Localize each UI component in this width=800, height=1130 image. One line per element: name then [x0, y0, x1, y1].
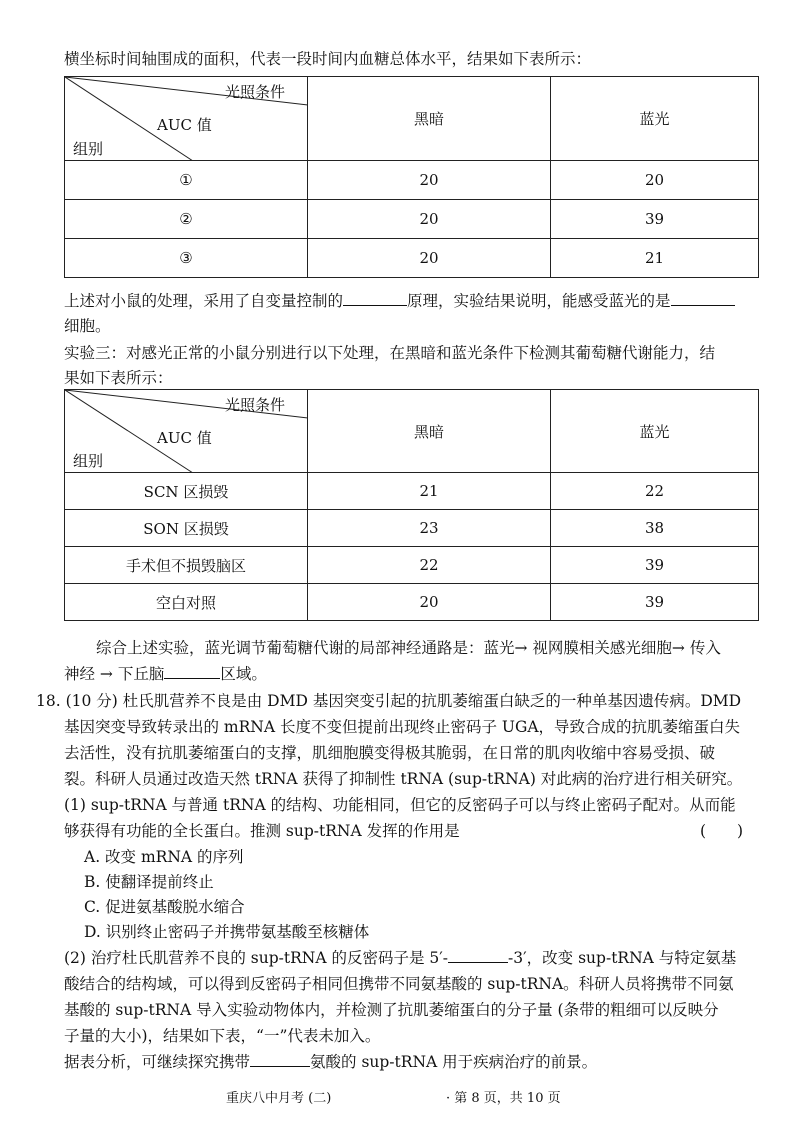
- intro-line: 横坐标时间轴围成的面积，代表一段时间内血糖总体水平，结果如下表所示：: [64, 50, 592, 68]
- option-d[interactable]: D. 识别终止密码子并携带氨基酸至核糖体: [84, 923, 370, 941]
- para-1-end: 细胞。: [64, 317, 111, 335]
- table-row: [65, 547, 759, 584]
- row-dark: 20: [308, 239, 551, 278]
- header-group: 组别: [73, 140, 104, 158]
- q18-line-5: (1) sup-tRNA 与普通 tRNA 的结构、功能相同，但它的反密码子可以与终止密码子配对。从而能: [64, 796, 736, 814]
- table-row: [65, 239, 759, 278]
- row-dark: 23: [308, 510, 551, 547]
- row-dark: 20: [308, 200, 551, 239]
- answer-blank[interactable]: [448, 948, 508, 963]
- q2-line-1: [64, 946, 736, 968]
- para-1: [64, 289, 735, 311]
- table-2-diagonal-header: [65, 390, 308, 473]
- q18-line-1: 18. (10 分) 杜氏肌营养不良是由 DMD 基因突变引起的抗肌萎缩蛋白缺乏的一种单基因遗传病。DMD: [36, 692, 742, 710]
- q2-text-a: (2) 治疗杜氏肌营养不良的 sup-tRNA 的反密码子是 5′-: [64, 949, 449, 967]
- q2-line-3: 基酸的 sup-tRNA 导入实验动物体内，并检测了抗肌萎缩蛋白的分子量 (条带的粗细可以反映分: [64, 1001, 719, 1019]
- col-dark: 黑暗: [308, 390, 551, 473]
- para-1-text-b: 原理，实验结果说明，能感受蓝光的是: [407, 292, 671, 310]
- footer-exam-name: 重庆八中月考 (二): [226, 1091, 332, 1106]
- q18-line-2: 基因突变导致转录出的 mRNA 长度不变但提前出现终止密码子 UGA，导致合成的抗肌萎缩蛋白失: [64, 718, 741, 736]
- last-text-b: 氨酸的 sup-tRNA 用于疾病治疗的前景。: [310, 1053, 598, 1071]
- col-blue: 蓝光: [551, 77, 759, 161]
- row-blue: 39: [551, 547, 759, 584]
- exp3-line-2: 果如下表所示：: [64, 369, 173, 387]
- row-label: 手术但不损毁脑区: [65, 547, 308, 584]
- answer-blank[interactable]: [164, 664, 220, 679]
- row-blue: 21: [551, 239, 759, 278]
- row-blue: 20: [551, 161, 759, 200]
- last-text-a: 据表分析，可继续探究携带: [64, 1053, 251, 1071]
- last-line: [64, 1050, 597, 1072]
- q2-text-b: -3′，改变 sup-tRNA 与特定氨基: [508, 949, 737, 967]
- table-row: [65, 510, 759, 547]
- para-1-text-a: 上述对小鼠的处理，采用了自变量控制的: [64, 292, 344, 310]
- q18-line-3: 去活性，没有抗肌萎缩蛋白的支撑，肌细胞膜变得极其脆弱，在日常的肌肉收缩中容易受损、破: [64, 744, 716, 762]
- answer-paren[interactable]: ( ): [700, 822, 744, 840]
- table-1-diagonal-header: [65, 77, 308, 161]
- q18-line-4: 裂。科研人员通过改造天然 tRNA 获得了抑制性 tRNA (sup-tRNA) 对此病的治疗进行相关研究。: [64, 770, 743, 788]
- table-row: [65, 473, 759, 510]
- answer-blank[interactable]: [671, 291, 735, 306]
- col-dark: 黑暗: [308, 77, 551, 161]
- header-auc: AUC 值: [157, 429, 212, 447]
- answer-blank[interactable]: [250, 1052, 310, 1067]
- header-light-condition: 光照条件: [225, 396, 286, 414]
- summary-line-2: [64, 662, 267, 684]
- row-label: ②: [65, 200, 308, 239]
- q2-line-2: 酸结合的结构域，可以得到反密码子相同但携带不同氨基酸的 sup-tRNA。科研人员将携带不同氨: [64, 975, 734, 993]
- summary-text-a: 神经 → 下丘脑: [64, 665, 165, 683]
- row-label: ①: [65, 161, 308, 200]
- row-label: SON 区损毁: [65, 510, 308, 547]
- row-dark: 21: [308, 473, 551, 510]
- option-a[interactable]: A. 改变 mRNA 的序列: [84, 848, 244, 866]
- row-label: ③: [65, 239, 308, 278]
- answer-blank[interactable]: [343, 291, 407, 306]
- row-blue: 39: [551, 200, 759, 239]
- row-blue: 39: [551, 584, 759, 621]
- col-blue: 蓝光: [551, 390, 759, 473]
- table-row: [65, 200, 759, 239]
- table-row: [65, 161, 759, 200]
- table-2: [64, 389, 759, 621]
- option-c[interactable]: C. 促进氨基酸脱水缩合: [84, 898, 245, 916]
- row-label: SCN 区损毁: [65, 473, 308, 510]
- footer-page-number: · 第 8 页，共 10 页: [446, 1091, 561, 1106]
- row-blue: 22: [551, 473, 759, 510]
- row-label: 空白对照: [65, 584, 308, 621]
- table-row: [65, 584, 759, 621]
- header-group: 组别: [73, 452, 104, 470]
- option-b[interactable]: B. 使翻译提前终止: [84, 873, 214, 891]
- row-dark: 22: [308, 547, 551, 584]
- table-1: [64, 76, 759, 278]
- q18-line-6: 够获得有功能的全长蛋白。推测 sup-tRNA 发挥的作用是: [64, 822, 460, 840]
- summary-line-1: 综合上述实验，蓝光调节葡萄糖代谢的局部神经通路是：蓝光→ 视网膜相关感光细胞→ 传入: [96, 639, 721, 657]
- header-auc: AUC 值: [157, 116, 212, 134]
- q2-line-4: 子量的大小)，结果如下表，“一”代表未加入。: [64, 1027, 381, 1045]
- row-dark: 20: [308, 161, 551, 200]
- row-blue: 38: [551, 510, 759, 547]
- row-dark: 20: [308, 584, 551, 621]
- summary-text-b: 区域。: [220, 665, 267, 683]
- header-light-condition: 光照条件: [225, 83, 286, 101]
- exp3-line-1: 实验三：对感光正常的小鼠分别进行以下处理，在黑暗和蓝光条件下检测其葡萄糖代谢能力，结: [64, 344, 716, 362]
